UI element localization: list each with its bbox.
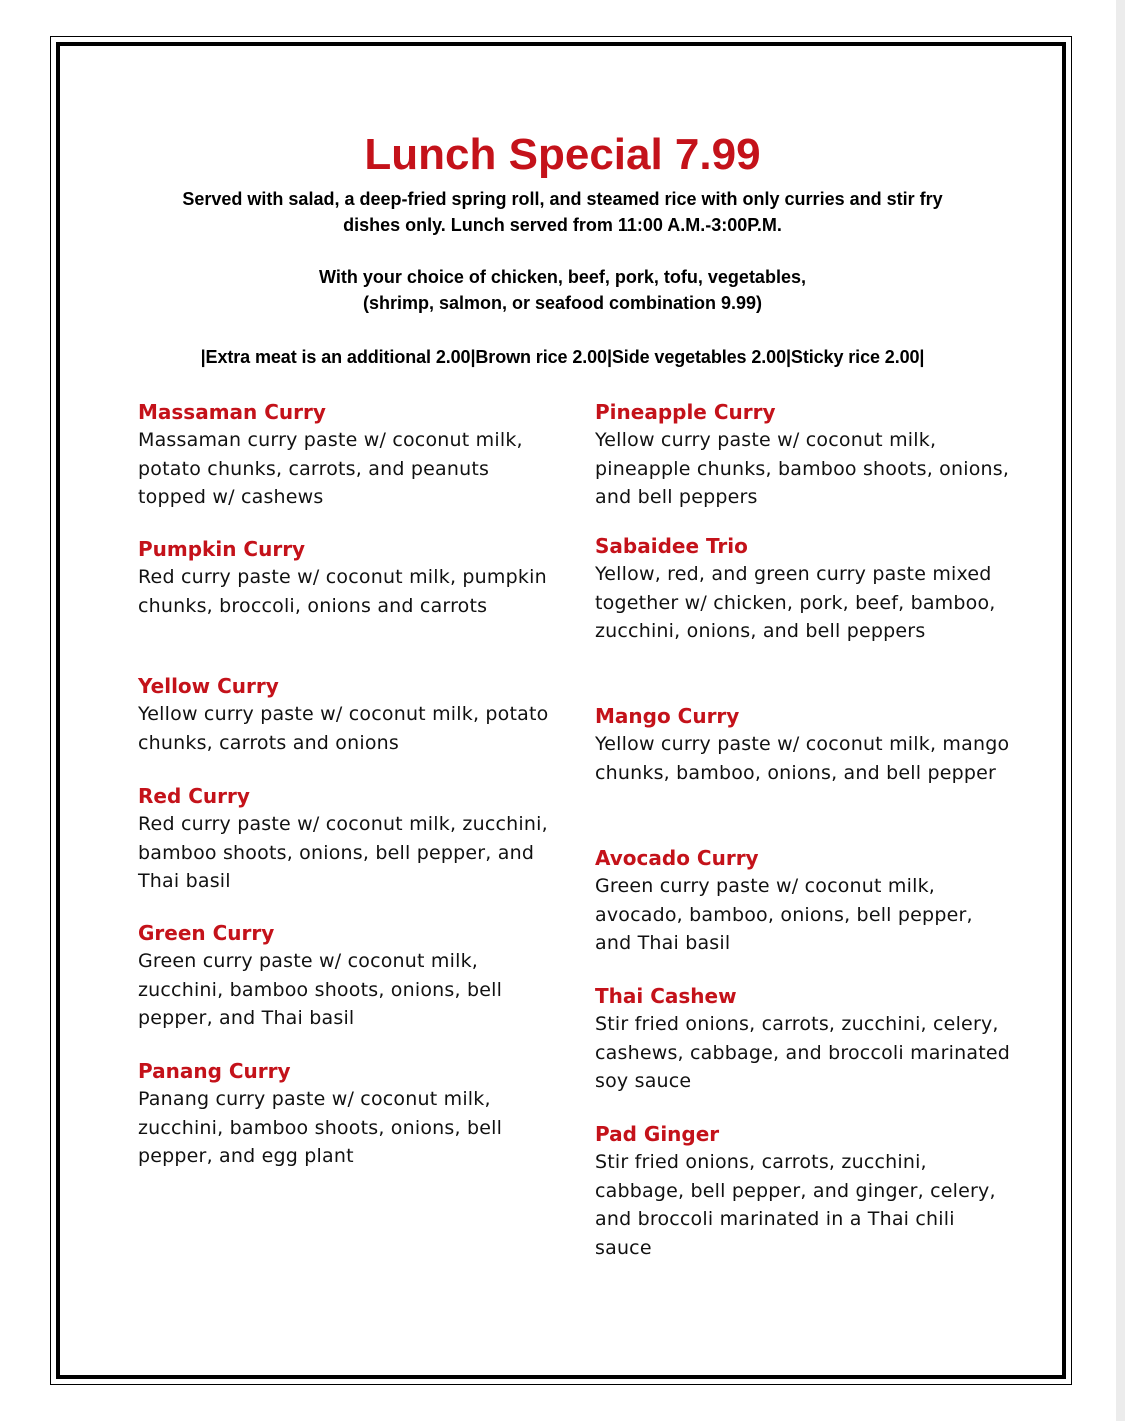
item-description: Yellow curry paste w/ coconut milk, mango chunks, bamboo, onions, and bell pepper: [595, 733, 1010, 784]
item-name: Red Curry: [138, 784, 250, 808]
item-description: Red curry paste w/ coconut milk, pumpkin chunks, broccoli, onions and carrots: [138, 566, 547, 617]
item-name: Pineapple Curry: [595, 400, 776, 424]
menu-item-yellow-curry: [138, 672, 558, 757]
menu-item-panang-curry: [138, 1057, 558, 1171]
item-name: Sabaidee Trio: [595, 534, 748, 558]
item-description: Green curry paste w/ coconut milk, avocado, bamboo, onions, bell pepper, and Thai basil: [595, 875, 973, 954]
item-description: Stir fried onions, carrots, zucchini, cabbage, bell pepper, and ginger, celery, and broccoli marinated in a Thai chili sauce: [595, 1151, 996, 1259]
item-description: Yellow curry paste w/ coconut milk, pineapple chunks, bamboo shoots, onions, and bell peppers: [595, 429, 1010, 508]
menu-title: Lunch Special 7.99: [364, 130, 761, 179]
item-name: Panang Curry: [138, 1059, 291, 1083]
menu-item-red-curry: [138, 782, 558, 896]
menu-item-mango-curry: [595, 702, 1015, 787]
protein-choice: [110, 264, 1015, 316]
menu-item-green-curry: [138, 919, 558, 1033]
item-description: Red curry paste w/ coconut milk, zucchini, bamboo shoots, onions, bell pepper, and Thai basil: [138, 813, 548, 892]
menu-item-pineapple-curry: [595, 398, 1015, 512]
menu-item-sabaidee-trio: [595, 532, 1015, 646]
item-description: Green curry paste w/ coconut milk, zucchini, bamboo shoots, onions, bell pepper, and Thai basil: [138, 950, 503, 1029]
extras-line: |Extra meat is an additional 2.00|Brown rice 2.00|Side vegetables 2.00|Sticky rice 2.00|: [200, 347, 925, 367]
item-description: Yellow, red, and green curry paste mixed together w/ chicken, pork, beef, bamboo, zucchini, onions, and bell peppers: [595, 563, 996, 642]
item-description: Panang curry paste w/ coconut milk, zucchini, bamboo shoots, onions, bell pepper, and egg plant: [138, 1088, 503, 1167]
item-name: Thai Cashew: [595, 984, 737, 1008]
item-name: Mango Curry: [595, 704, 740, 728]
item-name: Pumpkin Curry: [138, 537, 306, 561]
item-name: Pad Ginger: [595, 1122, 720, 1146]
item-description: Stir fried onions, carrots, zucchini, celery, cashews, cabbage, and broccoli marinated soy sauce: [595, 1013, 1011, 1092]
subtitle-line-1: Served with salad, a deep-fried spring roll, and steamed rice with only curries and stir fry: [182, 189, 943, 209]
menu-item-pumpkin-curry: [138, 535, 558, 620]
choice-line-2: (shrimp, salmon, or seafood combination 9.99): [362, 293, 763, 313]
subtitle-line-2: dishes only. Lunch served from 11:00 A.M.-3:00P.M.: [343, 215, 782, 235]
menu-item-pad-ginger: [595, 1120, 1015, 1262]
item-description: Yellow curry paste w/ coconut milk, potato chunks, carrots and onions: [138, 703, 549, 754]
menu-subtitle: [110, 186, 1015, 238]
menu-header: [110, 128, 1015, 370]
item-name: Green Curry: [138, 921, 275, 945]
item-name: Massaman Curry: [138, 400, 326, 424]
choice-line-1: With your choice of chicken, beef, pork, tofu, vegetables,: [319, 267, 806, 287]
menu-item-thai-cashew: [595, 982, 1015, 1096]
menu-item-massaman-curry: [138, 398, 558, 512]
menu-item-avocado-curry: [595, 844, 1015, 958]
item-name: Avocado Curry: [595, 846, 759, 870]
item-description: Massaman curry paste w/ coconut milk, potato chunks, carrots, and peanuts topped w/ cashews: [138, 429, 523, 508]
item-name: Yellow Curry: [138, 674, 279, 698]
